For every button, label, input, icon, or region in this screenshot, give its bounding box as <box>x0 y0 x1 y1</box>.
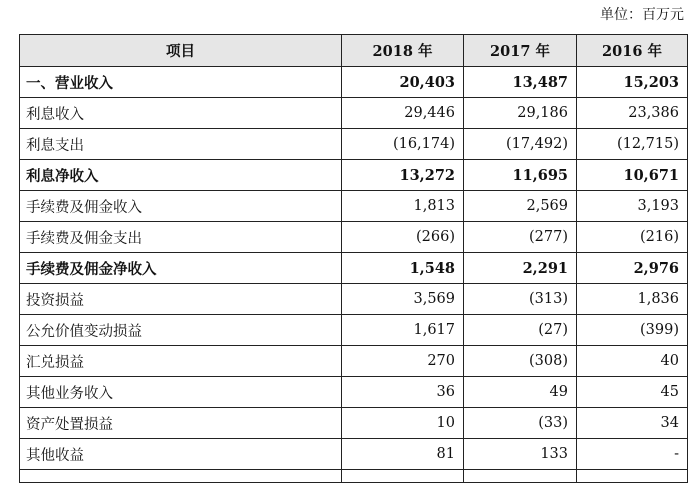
unit-label: 单位：百万元 <box>600 7 684 23</box>
table-row <box>20 408 688 439</box>
cell-2017: (17,492) <box>464 129 577 160</box>
cell-2016: 40 <box>577 346 688 377</box>
cell-2016: (399) <box>577 315 688 346</box>
row-label: 手续费及佣金净收入 <box>20 253 342 284</box>
table-row <box>20 98 688 129</box>
row-label: 利息净收入 <box>20 160 342 191</box>
cell-2018: 36 <box>342 377 464 408</box>
table-body <box>20 67 688 483</box>
cell-2018: 1,813 <box>342 191 464 222</box>
cell-2018: 1,617 <box>342 315 464 346</box>
cell-2018: 10 <box>342 408 464 439</box>
cell-2017: 133 <box>464 439 577 470</box>
cell-2016: - <box>577 439 688 470</box>
row-label: 其他业务收入 <box>20 377 342 408</box>
header-2016: 2016 年 <box>577 35 688 67</box>
cell-2018: (266) <box>342 222 464 253</box>
table-row <box>20 191 688 222</box>
cell-2016: 23,386 <box>577 98 688 129</box>
cell-2018: 81 <box>342 439 464 470</box>
row-label: 汇兑损益 <box>20 346 342 377</box>
table-row <box>20 129 688 160</box>
cell-2016: (12,715) <box>577 129 688 160</box>
table-row <box>20 67 688 98</box>
cell-2017: (308) <box>464 346 577 377</box>
row-label: 投资损益 <box>20 284 342 315</box>
cell-2017: 11,695 <box>464 160 577 191</box>
cell-2017: 2,291 <box>464 253 577 284</box>
cell-2017: (33) <box>464 408 577 439</box>
table-row <box>20 222 688 253</box>
table-row <box>20 377 688 408</box>
table-row <box>20 284 688 315</box>
cell-2017: 13,487 <box>464 67 577 98</box>
cell-2017: (27) <box>464 315 577 346</box>
income-table <box>19 34 688 483</box>
header-2017: 2017 年 <box>464 35 577 67</box>
cell-2018: 3,569 <box>342 284 464 315</box>
cell-2017: 2,569 <box>464 191 577 222</box>
table-header-row <box>20 35 688 67</box>
row-label: 利息支出 <box>20 129 342 160</box>
cell-2017: (313) <box>464 284 577 315</box>
row-label: 资产处置损益 <box>20 408 342 439</box>
cell-2016: 3,193 <box>577 191 688 222</box>
header-item: 项目 <box>20 35 342 67</box>
cell-2016: 15,203 <box>577 67 688 98</box>
cell-2017: 49 <box>464 377 577 408</box>
cell-2018: 270 <box>342 346 464 377</box>
row-label: 手续费及佣金收入 <box>20 191 342 222</box>
table-row <box>20 253 688 284</box>
table-row <box>20 315 688 346</box>
header-2018: 2018 年 <box>342 35 464 67</box>
cell-2016: 45 <box>577 377 688 408</box>
cell-2018: 1,548 <box>342 253 464 284</box>
cell-2018: (16,174) <box>342 129 464 160</box>
cell-2017: 29,186 <box>464 98 577 129</box>
cell-2016: 1,836 <box>577 284 688 315</box>
table-row <box>20 439 688 470</box>
cell-2018: 20,403 <box>342 67 464 98</box>
table-row <box>20 160 688 191</box>
table-row <box>20 346 688 377</box>
row-label: 手续费及佣金支出 <box>20 222 342 253</box>
cell-2016: 2,976 <box>577 253 688 284</box>
cell-2016: 10,671 <box>577 160 688 191</box>
row-label: 其他收益 <box>20 439 342 470</box>
row-label: 公允价值变动损益 <box>20 315 342 346</box>
row-label: 利息收入 <box>20 98 342 129</box>
cell-2017: (277) <box>464 222 577 253</box>
cell-2016: 34 <box>577 408 688 439</box>
cell-2016: (216) <box>577 222 688 253</box>
cell-2018: 29,446 <box>342 98 464 129</box>
cell-2018: 13,272 <box>342 160 464 191</box>
row-label: 一、营业收入 <box>20 67 342 98</box>
